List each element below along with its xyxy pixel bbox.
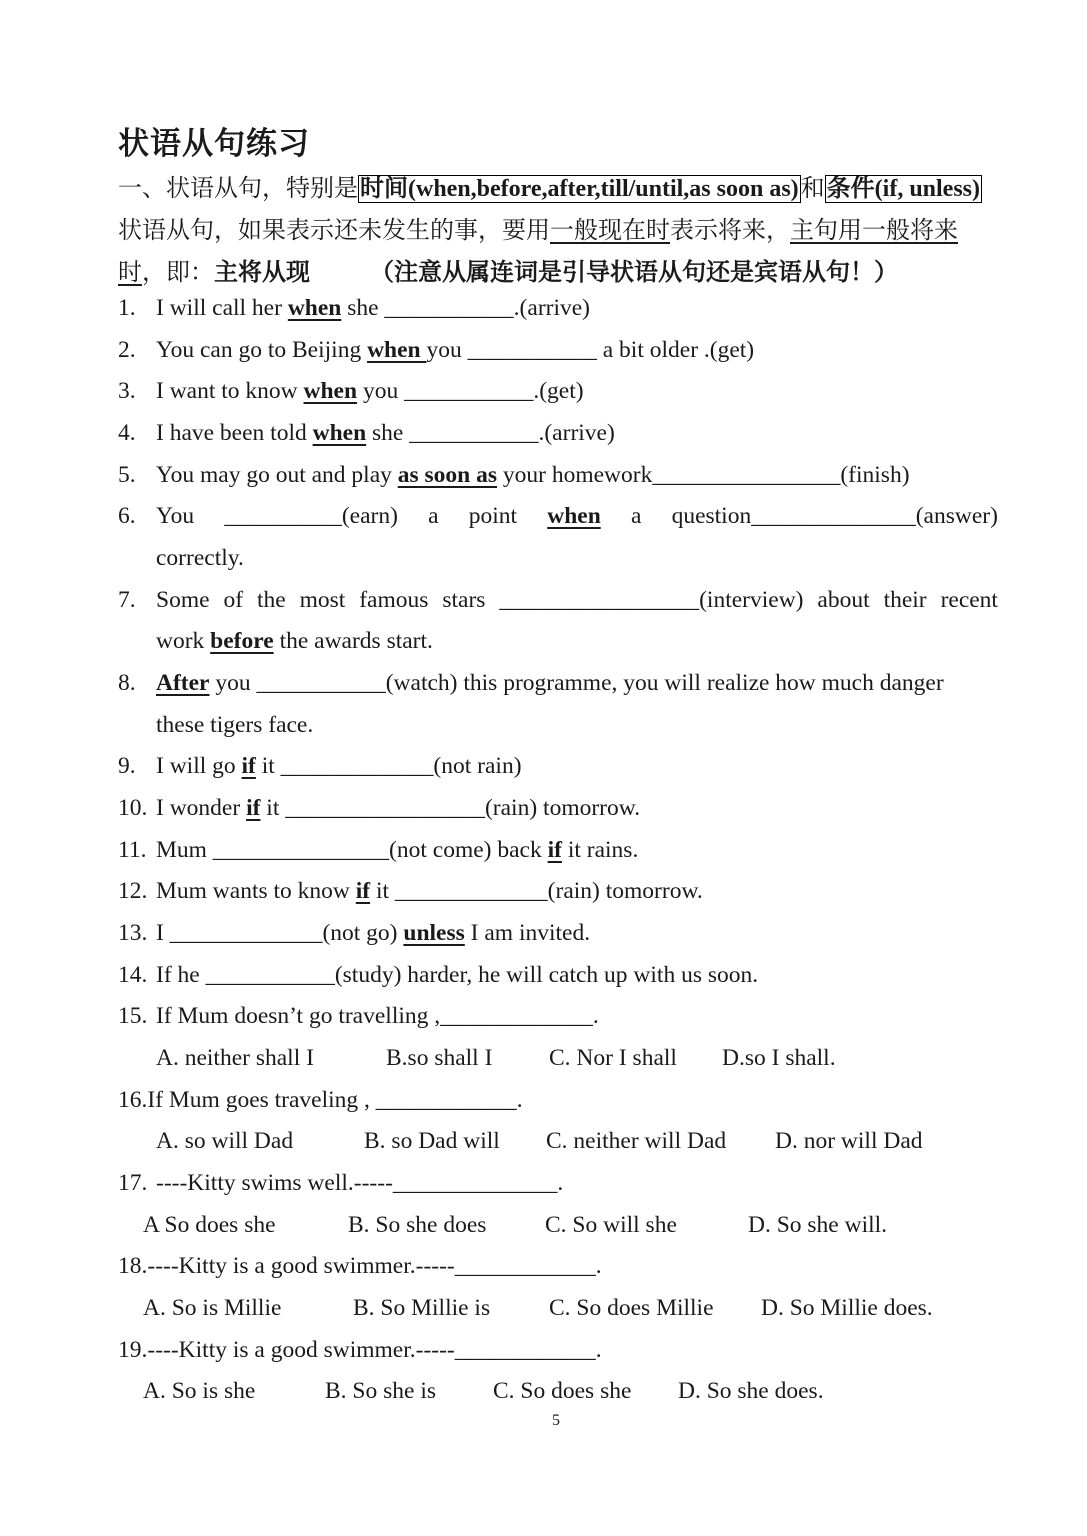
question-13: 13. I _____________(not go) unless I am invited.	[118, 920, 591, 946]
q19-option-c: C. So does she	[493, 1378, 632, 1404]
question-17: 17. ----Kitty swims well.-----______________.	[118, 1170, 564, 1196]
question-7-cont: work before the awards start.	[156, 628, 433, 654]
condition-clause-box: 条件(if, unless)	[826, 176, 981, 202]
q15-option-c: C. Nor I shall	[549, 1045, 677, 1071]
q15-option-d: D.so I shall.	[722, 1045, 836, 1071]
question-2: 2. You can go to Beijing when you ___________ a bit older .(get)	[118, 337, 755, 363]
question-6: You __________(earn) a point when a question______________(answer)	[156, 503, 998, 529]
time-clause-box: 时间(when,before,after,till/until,as soon as)	[360, 176, 799, 202]
q15-option-b: B.so shall I	[386, 1045, 493, 1071]
question-14: 14. If he ___________(study) harder, he will catch up with us soon.	[118, 962, 759, 988]
question-3: 3. I want to know when you ___________.(get)	[118, 378, 584, 404]
q19-option-b: B. So she is	[325, 1378, 436, 1404]
q19-option-a: A. So is she	[143, 1378, 256, 1404]
intro-line-1: 一、状语从句，特别是时间(when,before,after,till/until,as soon as)和条件(if, unless)	[118, 176, 981, 202]
q16-option-b: B. so Dad will	[364, 1128, 500, 1154]
q17-option-a: A So does she	[143, 1212, 276, 1238]
note-text: （注意从属连词是引导状语从句还是宾语从句！）	[370, 260, 898, 286]
question-9: 9. I will go if it _____________(not rain)	[118, 753, 522, 779]
question-8: 8. After you ___________(watch) this programme, you will realize how much danger	[118, 670, 944, 696]
question-6-cont: correctly.	[156, 545, 244, 571]
q18-option-d: D. So Millie does.	[761, 1295, 933, 1321]
question-1: 1. I will call her when she ___________.(arrive)	[118, 295, 591, 321]
q17-option-c: C. So will she	[545, 1212, 677, 1238]
question-10: 10. I wonder if it _________________(rain) tomorrow.	[118, 795, 641, 821]
question-7: Some of the most famous stars _________________(interview) about their recent	[156, 587, 998, 613]
question-11: 11. Mum _______________(not come) back if it rains.	[118, 837, 639, 863]
q16-option-a: A. so will Dad	[156, 1128, 294, 1154]
q15-option-a: A. neither shall I	[156, 1045, 314, 1071]
question-16: 16.If Mum goes traveling , ____________.	[118, 1087, 523, 1113]
page-number: 5	[552, 1412, 560, 1429]
question-7-number: 7.	[118, 587, 136, 613]
q18-option-a: A. So is Millie	[143, 1295, 282, 1321]
q18-option-b: B. So Millie is	[353, 1295, 491, 1321]
question-4: 4. I have been told when she ___________.(arrive)	[118, 420, 615, 446]
question-18: 18.----Kitty is a good swimmer.-----____________.	[118, 1253, 602, 1279]
q17-option-b: B. So she does	[348, 1212, 487, 1238]
intro-line-3: 时，即：主将从现 （注意从属连词是引导状语从句还是宾语从句！）	[118, 260, 898, 286]
rule-text: 主将从现	[214, 260, 310, 286]
question-6-number: 6.	[118, 503, 136, 529]
q17-option-d: D. So she will.	[748, 1212, 888, 1238]
q19-option-d: D. So she does.	[678, 1378, 824, 1404]
question-5: 5. You may go out and play as soon as your homework________________(finish)	[118, 462, 910, 488]
question-12: 12. Mum wants to know if it _____________(rain) tomorrow.	[118, 878, 703, 904]
question-8-cont: these tigers face.	[156, 712, 314, 738]
q16-option-d: D. nor will Dad	[775, 1128, 923, 1154]
q18-option-c: C. So does Millie	[549, 1295, 714, 1321]
question-15: 15. If Mum doesn’t go travelling ,_____________.	[118, 1003, 599, 1029]
question-19: 19.----Kitty is a good swimmer.-----____________.	[118, 1337, 602, 1363]
intro-line-2: 状语从句，如果表示还未发生的事，要用一般现在时表示将来，主句用一般将来	[118, 218, 958, 244]
q16-option-c: C. neither will Dad	[546, 1128, 727, 1154]
page-title: 状语从句练习	[118, 126, 310, 161]
